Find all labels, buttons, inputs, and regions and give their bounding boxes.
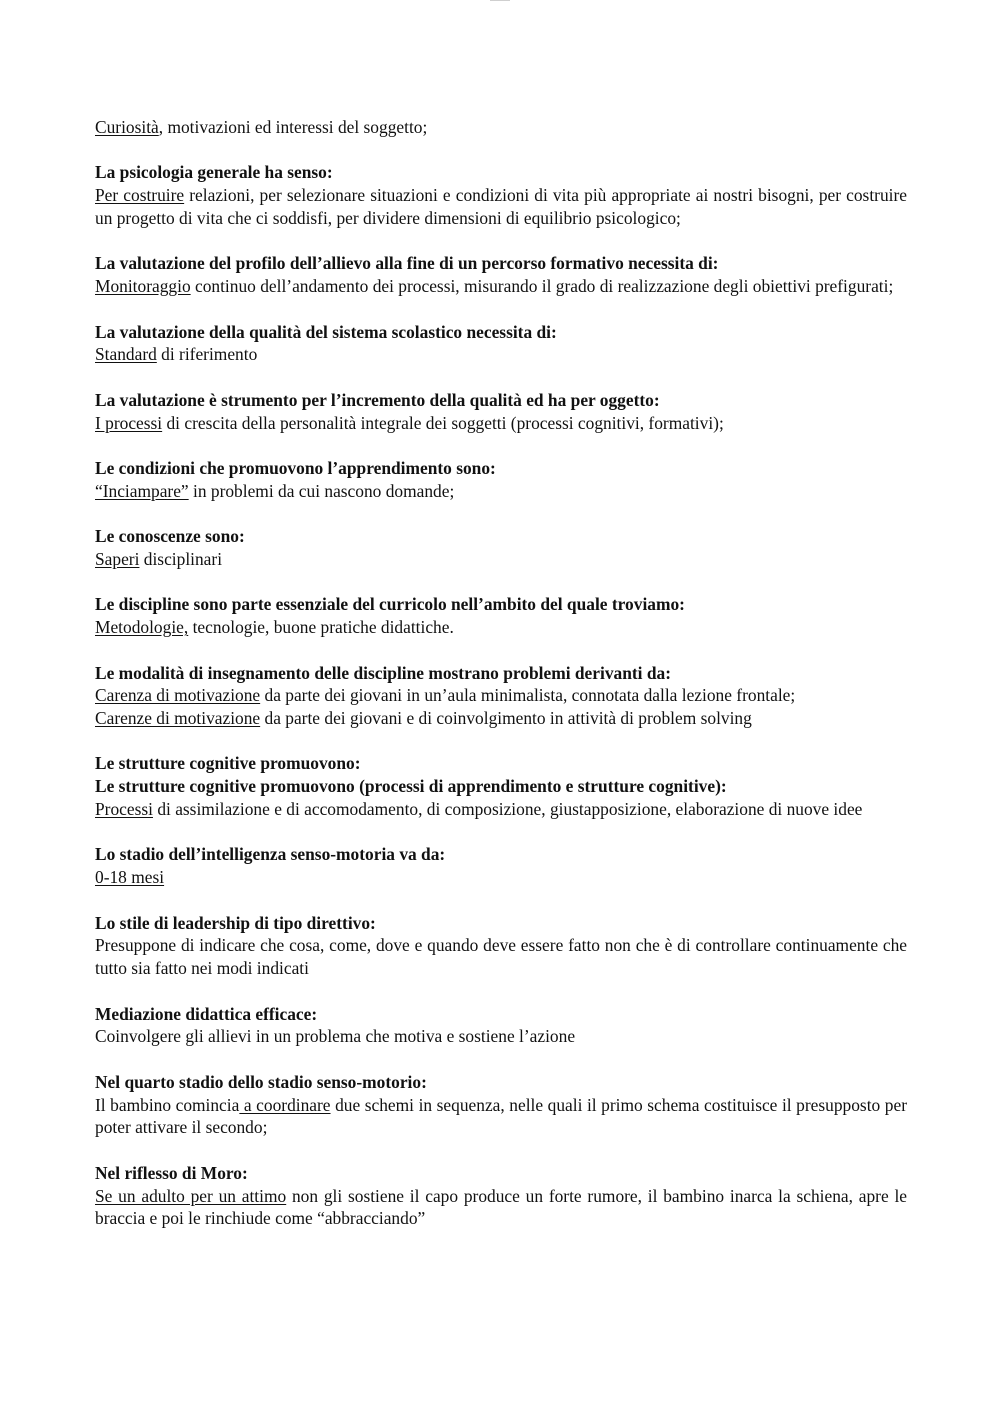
qa-block	[95, 843, 907, 889]
question-heading: La valutazione è strumento per l’incremento della qualità ed ha per oggetto:	[95, 389, 660, 410]
question-heading: Le modalità di insegnamento delle discipline mostrano problemi derivanti da:	[95, 662, 672, 683]
underlined-keyword: Carenze di motivazione	[95, 708, 261, 729]
underlined-keyword: Processi	[95, 799, 153, 820]
answer-text: relazioni, per selezionare situazioni e condizioni di vita più appropriate ai nostri bisogni, per costruire un progetto di vita che ci soddisfi, per dividere dimensioni di equilibrio psicologico;	[95, 185, 907, 228]
qa-block	[95, 161, 907, 229]
answer-line	[95, 412, 907, 435]
answer-line	[95, 1025, 907, 1048]
question-heading: Le strutture cognitive promuovono (processi di apprendimento e strutture cognitive):	[95, 776, 727, 797]
underlined-keyword: a coordinare	[239, 1094, 331, 1115]
question-heading: Nel quarto stadio dello stadio senso-motorio:	[95, 1071, 427, 1092]
underlined-keyword: “Inciampare”	[95, 480, 189, 501]
qa-block	[95, 389, 907, 435]
qa-block	[95, 752, 907, 820]
question-heading: Le condizioni che promuovono l’apprendimento sono:	[95, 457, 496, 478]
qa-block	[95, 457, 907, 503]
underlined-keyword: Monitoraggio	[95, 276, 191, 297]
answer-line	[95, 1185, 907, 1231]
answer-line	[95, 548, 907, 571]
answer-text: da parte dei giovani in un’aula minimalista, connotata dalla lezione frontale;	[260, 685, 796, 706]
document-page	[95, 116, 907, 1253]
qa-block	[95, 1162, 907, 1230]
answer-line	[95, 934, 907, 980]
underlined-keyword: I processi	[95, 412, 163, 433]
answer-line	[95, 616, 907, 639]
underlined-keyword: Metodologie,	[95, 617, 189, 638]
answer-line	[95, 707, 907, 730]
question-heading: La valutazione del profilo dell’allievo alla fine di un percorso formativo necessita di:	[95, 253, 719, 274]
answer-line	[95, 275, 907, 298]
answer-text: due schemi in sequenza, nelle quali il primo schema costituisce il presupposto per poter attivare il secondo;	[95, 1094, 907, 1138]
qa-block	[95, 525, 907, 571]
underlined-keyword: 0-18 mesi	[95, 867, 165, 888]
question-heading: Lo stadio dell’intelligenza senso-motoria va da:	[95, 844, 446, 865]
answer-line	[95, 798, 907, 821]
answer-line	[95, 116, 907, 139]
question-heading: Lo stile di leadership di tipo direttivo:	[95, 912, 376, 933]
question-heading: La valutazione della qualità del sistema scolastico necessita di:	[95, 321, 557, 342]
underlined-keyword: Curiosità	[95, 117, 159, 137]
qa-block	[95, 321, 907, 367]
question-heading: Le conoscenze sono:	[95, 526, 245, 547]
qa-block	[95, 252, 907, 298]
underlined-keyword: Carenza di motivazione	[95, 685, 261, 706]
qa-block	[95, 662, 907, 730]
qa-block	[95, 912, 907, 980]
answer-text: tecnologie, buone pratiche didattiche.	[188, 617, 454, 638]
answer-text: Presuppone di indicare che cosa, come, dove e quando deve essere fatto non che è di controllare continuamente che tutto sia fatto nei modi indicati	[95, 935, 907, 979]
answer-text: di riferimento	[156, 344, 258, 365]
answer-text: in problemi da cui nascono domande;	[188, 480, 455, 501]
answer-text: da parte dei giovani e di coinvolgimento in attività di problem solving	[260, 708, 752, 729]
answer-text: continuo dell’andamento dei processi, misurando il grado di realizzazione degli obiettivi prefigurati;	[190, 276, 894, 297]
underlined-keyword: Se un adulto per un attimo	[95, 1185, 287, 1206]
underlined-keyword: Standard	[95, 344, 157, 365]
qa-block	[95, 1003, 907, 1049]
qa-block	[95, 1071, 907, 1139]
question-heading: Le discipline sono parte essenziale del curricolo nell’ambito del quale troviamo:	[95, 594, 685, 615]
intro-block	[95, 116, 907, 139]
answer-line	[95, 343, 907, 366]
qa-block	[95, 593, 907, 639]
answer-line	[95, 684, 907, 707]
underlined-keyword: Saperi	[95, 548, 140, 569]
header-mark	[490, 0, 510, 3]
answer-text: Coinvolgere gli allievi in un problema che motiva e sostiene l’azione	[95, 1026, 576, 1047]
answer-line	[95, 184, 907, 230]
question-heading: Le strutture cognitive promuovono:	[95, 753, 361, 774]
answer-text: di crescita della personalità integrale dei soggetti (processi cognitivi, formativi);	[162, 412, 724, 433]
answer-text: Il bambino comincia	[95, 1094, 240, 1115]
answer-line	[95, 866, 907, 889]
answer-line	[95, 480, 907, 503]
answer-line	[95, 1094, 907, 1140]
answer-text: non gli sostiene il capo produce un forte rumore, il bambino inarca la schiena, apre le braccia e poi le rinchiude come “abbracciando”	[95, 1185, 907, 1229]
question-heading: La psicologia generale ha senso:	[95, 162, 333, 183]
underlined-keyword: Per costruire	[95, 185, 185, 206]
question-heading: Mediazione didattica efficace:	[95, 1003, 318, 1024]
answer-text: disciplinari	[139, 548, 223, 569]
question-heading: Nel riflesso di Moro:	[95, 1162, 248, 1183]
answer-text: di assimilazione e di accomodamento, di composizione, giustapposizione, elaborazione di nuove idee	[152, 799, 863, 820]
answer-text: , motivazioni ed interessi del soggetto;	[158, 117, 428, 137]
